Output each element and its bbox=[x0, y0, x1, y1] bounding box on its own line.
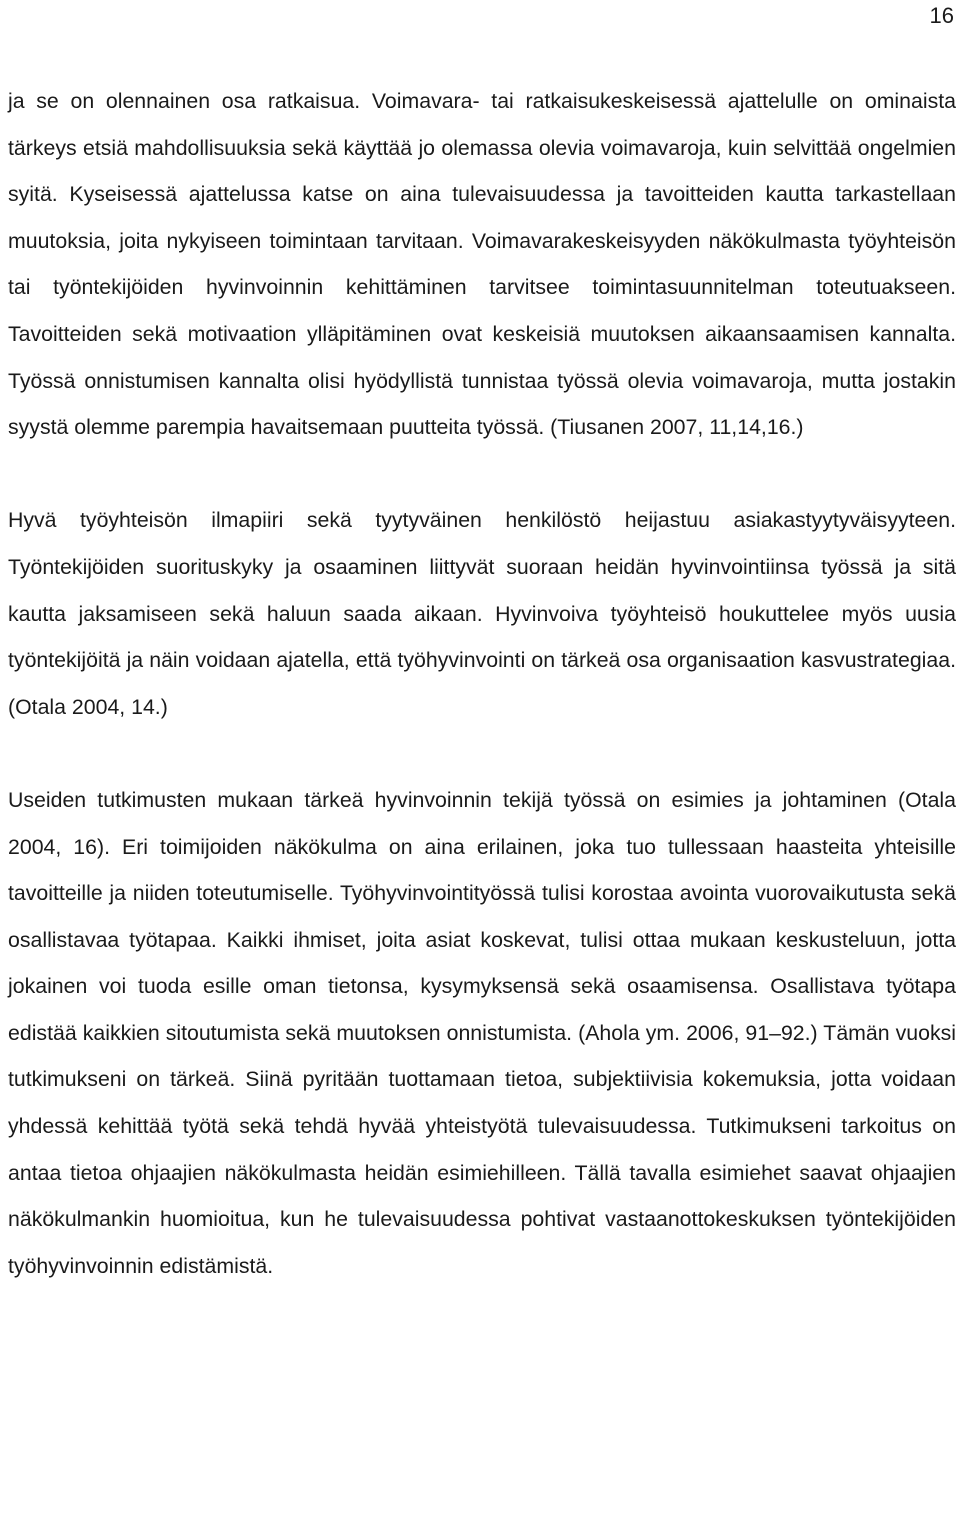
paragraph-3: Useiden tutkimusten mukaan tärkeä hyvinvoinnin tekijä työssä on esimies ja johtaminen (Otala 2004, 16). Eri toimijoiden näkökulma on aina erilainen, joka tuo tullessaan haasteita yhteisille tavoitteille ja niiden toteutumiselle. Työhyvinvointityössä tulisi korostaa avointa vuorovaikutusta sekä osallistavaa työtapaa. Kaikki ihmiset, joita asiat koskevat, tulisi ottaa mukaan keskusteluun, jotta jokainen voi tuoda esille oman tietonsa, kysymyksensä sekä osaamisensa. Osallistava työtapa edistää kaikkien sitoutumista sekä muutoksen onnistumista. (Ahola ym. 2006, 91–92.) Tämän vuoksi tutkimukseni on tärkeä. Siinä pyritään tuottamaan tietoa, subjektiivisia kokemuksia, jotta voidaan yhdessä kehittää työtä sekä tehdä hyvää yhteistyötä tulevaisuudessa. Tutkimukseni tarkoitus on antaa tietoa ohjaajien näkökulmasta heidän esimiehilleen. Tällä tavalla esimiehet saavat ohjaajien näkökulmankin huomioitua, kun he tulevaisuudessa pohtivat vastaanottokeskuksen työntekijöiden työhyvinvoinnin edistämistä. bbox=[8, 787, 956, 1278]
paragraph-2: Hyvä työyhteisön ilmapiiri sekä tyytyväinen henkilöstö heijastuu asiakastyytyväisyyteen. Työntekijöiden suorituskyky ja osaaminen liittyvät suoraan heidän hyvinvointiinsa työssä ja sitä kautta jaksamiseen sekä haluun saada aikaan. Hyvinvoiva työyhteisö houkuttelee myös uusia työntekijöitä ja näin voidaan ajatella, että työhyvinvointi on tärkeä osa organisaation kasvustrategiaa. (Otala 2004, 14.) bbox=[8, 508, 956, 719]
paragraph-1: ja se on olennainen osa ratkaisua. Voimavara- tai ratkaisukeskeisessä ajattelulle on ominaista tärkeys etsiä mahdollisuuksia sekä käyttää jo olemassa olevia voimavaroja, kuin selvittää ongelmien syitä. Kyseisessä ajattelussa katse on aina tulevaisuudessa ja tavoitteiden kautta tarkastellaan muutoksia, joita nykyiseen toimintaan tarvitaan. Voimavarakeskeisyyden näkökulmasta työyhteisön tai työntekijöiden hyvinvoinnin kehittäminen tarvitsee toimintasuunnitelman toteutuakseen. Tavoitteiden sekä motivaation ylläpitäminen ovat keskeisiä muutoksen aikaansaamisen kannalta. Työssä onnistumisen kannalta olisi hyödyllistä tunnistaa työssä olevia voimavaroja, mutta jostakin syystä olemme parempia havaitsemaan puutteita työssä. (Tiusanen 2007, 11,14,16.) bbox=[8, 89, 956, 440]
body-text bbox=[8, 78, 956, 1289]
page-number: 16 bbox=[929, 3, 954, 28]
